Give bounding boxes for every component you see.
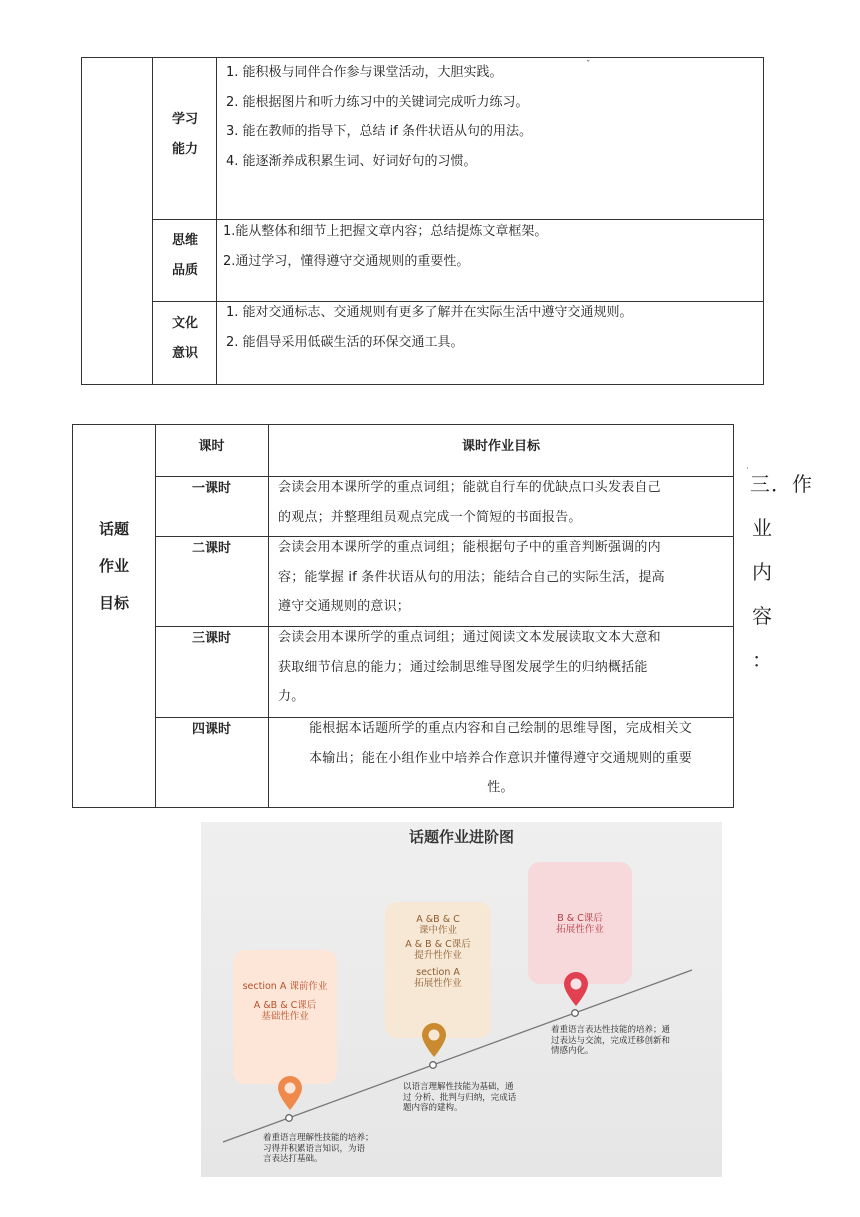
core-ability-table xyxy=(81,57,764,385)
column-divider xyxy=(268,425,269,807)
line-node xyxy=(572,1010,579,1017)
lesson-goal: 能根据本话题所学的重点内容和自己绘制的思维导图，完成相关文 本输出；能在小组作业中培养合作意识并懂得遵守交通规则的重要 性。 xyxy=(309,721,692,795)
category-label: 文化 意识 xyxy=(171,316,198,361)
topic-homework-goals-label: 话题 作业 目标 xyxy=(98,520,129,612)
lesson-label: 四课时 xyxy=(191,722,231,737)
lesson-goal: 会读会用本课所学的重点词组；能就自行车的优缺点口头发表自己 的观点；并整理组员观点完成一个简短的书面报告。 xyxy=(278,480,661,525)
stage-box-basic: section A 课前作业 A &B & C课后 基础性作业 xyxy=(233,950,337,1084)
objective-list xyxy=(226,58,757,176)
column-divider xyxy=(216,58,217,384)
category-label: 思维 品质 xyxy=(171,233,198,278)
stage-box-extend: B & C课后 拓展性作业 xyxy=(528,862,632,984)
objective-list xyxy=(226,298,757,357)
map-pin-icon xyxy=(419,1021,449,1059)
line-node xyxy=(286,1115,293,1122)
stage-caption: 着重语言表达性技能的培养；通 过表达与交流，完成迁移创新和 情感内化。 xyxy=(551,1025,671,1056)
objective-item: 1. 能积极与同伴合作参与课堂活动，大胆实践。 xyxy=(226,65,503,80)
objective-item: 2. 能根据图片和听力练习中的关键词完成听力练习。 xyxy=(226,94,529,110)
objective-item: 1.能从整体和细节上把握文章内容；总结提炼文章框架。 xyxy=(223,224,548,239)
map-pin-icon xyxy=(561,970,591,1008)
homework-goals-table xyxy=(72,424,734,808)
stage-box-improve: A &B & C 课中作业 A & B & C课后 提升性作业 section A 拓展性作业 xyxy=(385,902,491,1038)
category-label: 学习 能力 xyxy=(171,112,198,157)
stray-mark: ˇ xyxy=(586,60,591,70)
header-lesson: 课时 xyxy=(198,439,225,454)
lesson-goal: 会读会用本课所学的重点词组；通过阅读文本发展读取文本大意和 获取细节信息的能力；通过绘制思维导图发展学生的归纳概括能 力。 xyxy=(278,630,661,704)
homework-progression-infographic xyxy=(201,822,722,1177)
lesson-label: 三课时 xyxy=(191,631,231,646)
infographic-title: 话题作业进阶图 xyxy=(408,828,514,846)
objective-list xyxy=(223,217,757,276)
header-goal: 课时作业目标 xyxy=(461,439,540,454)
map-pin-icon xyxy=(275,1074,305,1112)
lesson-goal: 会读会用本课所学的重点词组；能根据句子中的重音判断强调的内 容；能掌握 if 条件状语从句的用法；能结合自己的实际生活，提高 遵守交通规则的意识； xyxy=(278,540,665,614)
lesson-label: 二课时 xyxy=(191,541,231,556)
stage-caption: 着重语言理解性技能的培养； 习得并积累语言知识，为语 言表达打基础。 xyxy=(263,1133,374,1164)
line-node xyxy=(430,1062,437,1069)
stage-caption: 以语言理解性技能为基础，通 过 分析、批判与归纳，完成话 题内容的建构。 xyxy=(403,1082,517,1113)
objective-item: 2. 能倡导采用低碳生活的环保交通工具。 xyxy=(226,334,464,350)
objective-item: 2.通过学习，懂得遵守交通规则的重要性。 xyxy=(223,253,470,269)
column-divider xyxy=(152,58,153,384)
objective-item: 1. 能对交通标志、交通规则有更多了解并在实际生活中遵守交通规则。 xyxy=(226,305,633,320)
objective-item: 4. 能逐渐养成积累生词、好词好句的习惯。 xyxy=(226,153,477,169)
lesson-label: 一课时 xyxy=(191,481,231,496)
objective-item: 3. 能在教师的指导下，总结 if 条件状语从句的用法。 xyxy=(226,124,532,139)
